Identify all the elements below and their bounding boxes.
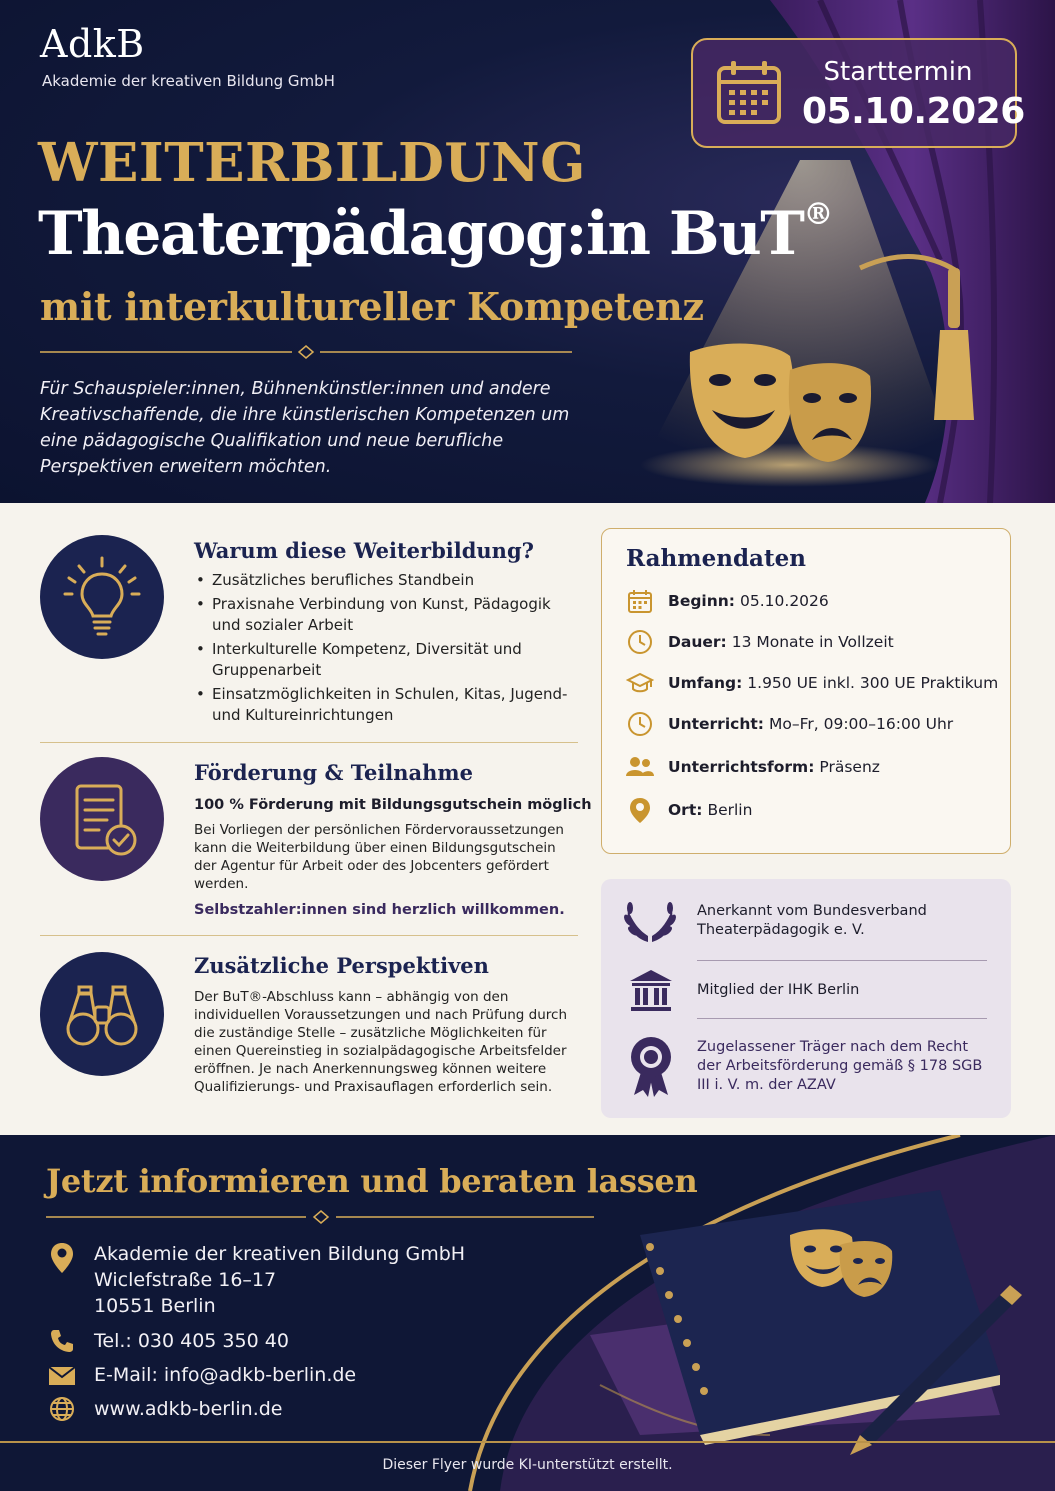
brand-subtitle: Akademie der kreativen Bildung GmbH xyxy=(42,72,335,90)
ai-disclaimer: Dieser Flyer wurde KI-unterstützt erstellt. xyxy=(382,1457,673,1473)
framework-row-schedule: Unterricht: Mo–Fr, 09:00–16:00 Uhr xyxy=(626,710,953,738)
address-line: Wiclefstraße 16–17 xyxy=(94,1269,277,1291)
award-rosette-icon xyxy=(628,1035,674,1097)
list-item: • Zusätzliches berufliches Standbein xyxy=(194,570,574,591)
document-check-icon-circle xyxy=(40,757,164,881)
email-link[interactable]: E-Mail: info@adkb-berlin.de xyxy=(94,1364,357,1386)
address-line: 10551 Berlin xyxy=(94,1295,216,1317)
framework-row-location: Ort: Berlin xyxy=(626,796,752,824)
framework-row-start: Beginn: 05.10.2026 xyxy=(626,587,829,615)
gold-divider xyxy=(46,1210,594,1224)
perspectives-heading: Zusätzliche Perspektiven xyxy=(194,953,489,978)
list-item: • Interkulturelle Kompetenz, Diversität und Gruppenarbeit xyxy=(194,639,574,681)
calendar-icon xyxy=(627,588,653,614)
recognition-divider xyxy=(697,960,987,961)
hero-section xyxy=(0,0,1055,503)
graduation-cap-icon xyxy=(626,670,654,696)
start-date-value: 05.10.2026 xyxy=(802,91,1025,132)
why-heading: Warum diese Weiterbildung? xyxy=(194,538,534,563)
framework-row-duration: Dauer: 13 Monate in Vollzeit xyxy=(626,628,894,656)
funding-note: Selbstzahler:innen sind herzlich willkommen. xyxy=(194,902,565,918)
phone-number[interactable]: Tel.: 030 405 350 40 xyxy=(94,1330,289,1352)
recognition-text-3: Zugelassener Träger nach dem Recht der Arbeitsförderung gemäß § 178 SGB III i. V. m. der AZAV xyxy=(697,1039,983,1093)
contact-footer xyxy=(0,1135,1055,1491)
contact-phone[interactable] xyxy=(48,1328,289,1356)
framework-heading: Rahmendaten xyxy=(626,545,806,572)
address-line: Akademie der kreativen Bildung GmbH xyxy=(94,1243,466,1265)
globe-icon xyxy=(49,1396,75,1422)
hero-kicker: WEITERBILDUNG xyxy=(38,132,586,194)
binoculars-icon xyxy=(57,969,147,1059)
framework-row-format: Unterrichtsform: Präsenz xyxy=(626,753,880,781)
section-divider xyxy=(40,742,578,743)
framework-row-scope: Umfang: 1.950 UE inkl. 300 UE Praktikum xyxy=(626,669,998,697)
recognition-text-2: Mitglied der IHK Berlin xyxy=(697,982,860,998)
contact-website[interactable] xyxy=(48,1396,283,1424)
list-item: • Praxisnahe Verbindung von Kunst, Pädagogik und sozialer Arbeit xyxy=(194,594,574,636)
recognition-divider xyxy=(697,1018,987,1019)
institution-building-icon xyxy=(628,968,674,1014)
lightbulb-icon xyxy=(57,552,147,642)
start-date-label: Starttermin xyxy=(823,57,973,87)
phone-icon xyxy=(49,1328,75,1354)
why-bullet-list xyxy=(194,570,574,729)
list-item: • Einsatzmöglichkeiten in Schulen, Kitas, Jugend- und Kultureinrichtungen xyxy=(194,684,574,726)
calendar-icon xyxy=(715,58,785,128)
website-link[interactable]: www.adkb-berlin.de xyxy=(94,1398,283,1420)
contact-email[interactable] xyxy=(48,1362,356,1390)
hero-subtitle: mit interkultureller Kompetenz xyxy=(40,284,704,329)
people-icon xyxy=(626,754,654,780)
brand-logo: AdkB xyxy=(40,22,145,66)
location-pin-icon xyxy=(627,796,653,824)
lightbulb-icon-circle xyxy=(40,535,164,659)
gold-divider xyxy=(40,345,572,359)
hero-intro: Für Schauspieler:innen, Bühnenkünstler:innen und andere Kreativschaffende, die ihre künstlerischen Kompetenzen um eine pädagogische Qualifikation und neue berufliche Perspektiven erweitern möchten. xyxy=(40,379,570,477)
document-check-icon xyxy=(57,774,147,864)
contact-address xyxy=(48,1241,465,1319)
contact-heading: Jetzt informieren und beraten lassen xyxy=(46,1162,698,1200)
funding-lead: 100 % Förderung mit Bildungsgutschein möglich xyxy=(194,797,592,813)
funding-heading: Förderung & Teilnahme xyxy=(194,760,473,785)
location-pin-icon xyxy=(49,1241,75,1275)
footer-divider xyxy=(0,1441,1055,1443)
laurel-wreath-icon xyxy=(624,896,676,946)
recognition-text-1: Anerkannt vom Bundesverband Theaterpädagogik e. V. xyxy=(697,903,927,938)
funding-text: Bei Vorliegen der persönlichen Fördervoraussetzungen kann die Weiterbildung über einen Bildungsgutschein der Agentur für Arbeit oder des Jobcenters gefördert werden. xyxy=(194,822,564,892)
perspectives-text: Der BuT®-Abschluss kann – abhängig von den individuellen Voraussetzungen und nach Prüfung durch die zuständige Stelle – zusätzliche Möglichkeiten für einen Quereinstieg in sozialpädagogische Arbeitsfelder eröffnen. Je nach Anerkennungsweg können weitere Qualifizierungs- und Praxisauflagen erforderlich sein. xyxy=(194,989,568,1095)
clock-icon xyxy=(627,711,653,737)
hero-title: Theaterpädagog:in BuT® xyxy=(38,197,834,269)
envelope-icon xyxy=(48,1362,76,1388)
section-divider xyxy=(40,935,578,936)
clock-icon xyxy=(627,629,653,655)
binoculars-icon-circle xyxy=(40,952,164,1076)
